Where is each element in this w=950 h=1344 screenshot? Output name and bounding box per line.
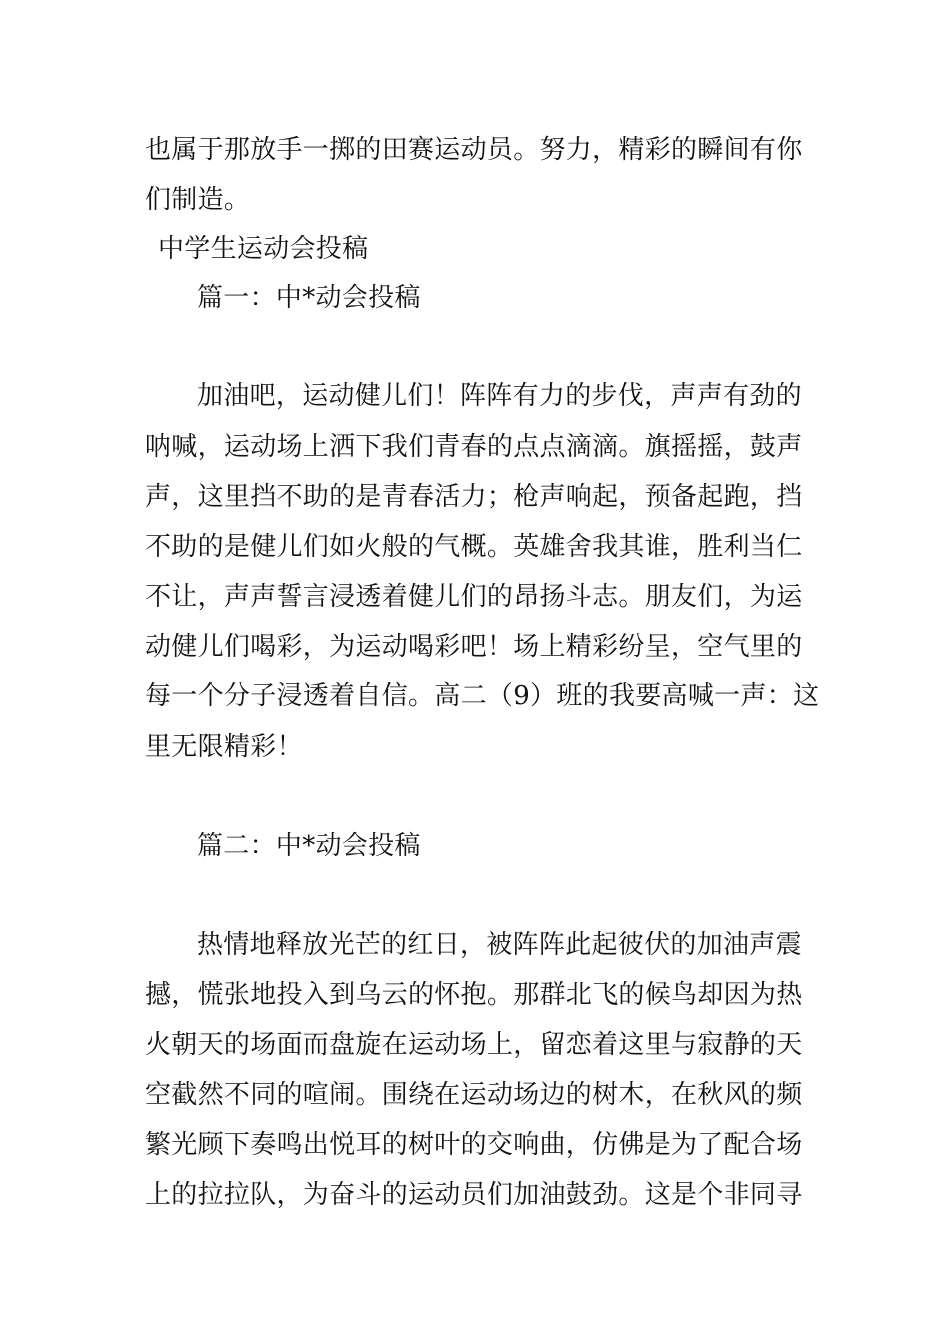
main-title: 中学生运动会投稿 <box>158 234 369 264</box>
article-one-line: 不助的是健儿们如火般的气概。英雄舍我其谁，胜利当仁 <box>145 532 803 562</box>
article-two-line: 撼，慌张地投入到乌云的怀抱。那群北飞的候鸟却因为热 <box>145 980 803 1010</box>
article-two-line: 繁光顾下奏鸣出悦耳的树叶的交响曲，仿佛是为了配合场 <box>145 1130 803 1160</box>
article-one-line: 每一个分子浸透着自信。高二（9）班的我要高喊一声：这 <box>145 681 820 711</box>
article-two-title: 篇二：中*动会投稿 <box>197 831 421 861</box>
article-one-line: 里无限精彩！ <box>145 732 303 762</box>
article-two-line: 热情地释放光芒的红日，被阵阵此起彼伏的加油声震 <box>197 930 802 960</box>
article-one-line: 动健儿们喝彩，为运动喝彩吧！场上精彩纷呈，空气里的 <box>145 632 803 662</box>
intro-line: 们制造。 <box>145 185 251 215</box>
article-two-line: 火朝天的场面而盘旋在运动场上，留恋着这里与寂静的天 <box>145 1030 803 1060</box>
article-two-line: 空截然不同的喧闹。围绕在运动场边的树木，在秋风的频 <box>145 1080 803 1110</box>
article-one-line: 不让，声声誓言浸透着健儿们的昂扬斗志。朋友们，为运 <box>145 582 803 612</box>
article-one-line: 呐喊，运动场上洒下我们青春的点点滴滴。旗摇摇，鼓声 <box>145 432 803 462</box>
intro-line: 也属于那放手一掷的田赛运动员。努力，精彩的瞬间有你 <box>145 135 803 165</box>
article-two-line: 上的拉拉队，为奋斗的运动员们加油鼓劲。这是个非同寻 <box>145 1180 803 1210</box>
article-one-title: 篇一：中*动会投稿 <box>197 283 421 313</box>
article-one-line: 加油吧，运动健儿们！阵阵有力的步伐，声声有劲的 <box>197 381 802 411</box>
article-one-line: 声，这里挡不助的是青春活力；枪声响起，预备起跑，挡 <box>145 482 803 512</box>
